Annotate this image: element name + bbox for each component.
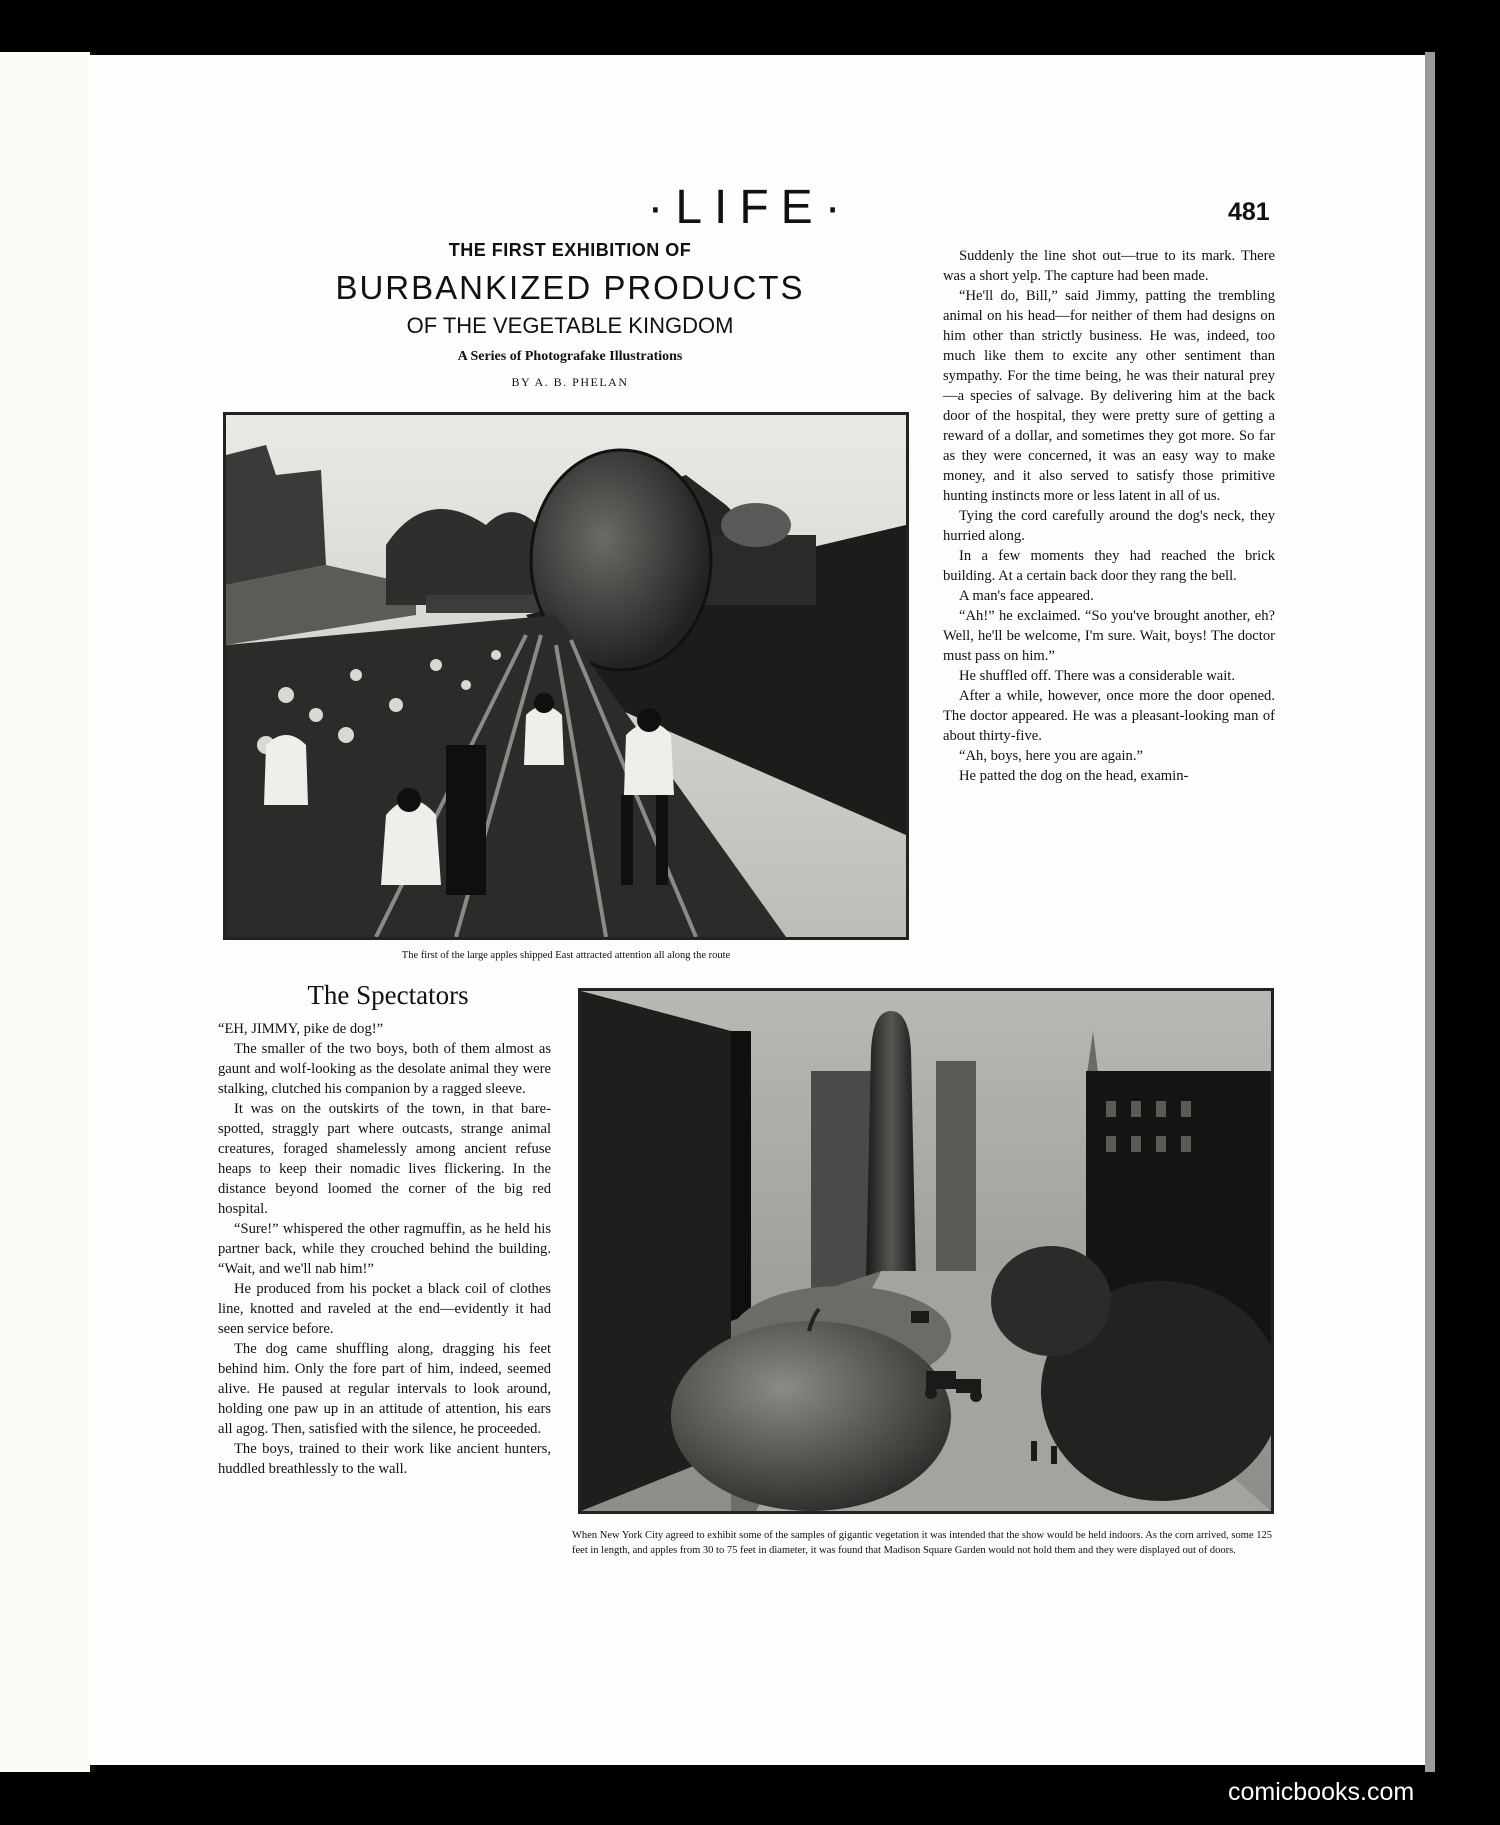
masthead: ·LIFE·	[647, 181, 853, 234]
article-subtitle: OF THE VEGETABLE KINGDOM	[406, 313, 734, 338]
train-crowd-photo	[223, 412, 909, 940]
left-page-edge	[0, 52, 95, 1772]
left-paragraph: It was on the outskirts of the town, in that bare-spotted, straggly part where outcasts, strange animal creatures, foraged shamelessly among ancient refuse heaps to keep their nomadic lives flickering. In the distance beyond loomed the corner of the big red hospital.	[218, 1101, 551, 1217]
train-crowd-illustration	[226, 415, 906, 937]
city-giant-vegetables-illustration	[581, 991, 1271, 1511]
article-pretitle: THE FIRST EXHIBITION OF	[448, 240, 692, 260]
right-paragraph: After a while, however, once more the door opened. The doctor appeared. He was a pleasant-looking man of about thirty-five.	[943, 688, 1275, 744]
article-heading	[310, 240, 830, 390]
city-street-photo	[578, 988, 1274, 1514]
photo1-caption: The first of the large apples shipped East attracted attention all along the route	[401, 950, 731, 961]
right-paragraph: He shuffled off. There was a considerable wait.	[959, 668, 1235, 684]
page-number: 481	[1228, 198, 1270, 226]
right-paragraph: “Ah, boys, here you are again.”	[959, 748, 1143, 764]
left-paragraph: “Sure!” whispered the other ragmuffin, as he held his partner back, while they crouched behind the building. “Wait, and we'll nab him!”	[218, 1221, 551, 1277]
right-paragraph: In a few moments they had reached the brick building. At a certain back door they rang the bell.	[943, 548, 1275, 584]
right-paragraph: Suddenly the line shot out—true to its mark. There was a short yelp. The capture had been made.	[943, 248, 1275, 284]
site-watermark: comicbooks.com	[1228, 1778, 1415, 1806]
story-heading: The Spectators	[307, 980, 469, 1010]
right-text-column	[943, 246, 1275, 786]
right-paragraph: “Ah!” he exclaimed. “So you've brought another, eh? Well, he'll be welcome, I'm sure. Wait, boys! The doctor must pass on him.”	[943, 608, 1275, 664]
left-paragraph: The dog came shuffling along, dragging his feet behind him. Only the fore part of him, indeed, seemed alive. He paused at regular intervals to look around, holding one paw up in an attitude of attention, his ears all agog. Then, satisfied with the silence, he proceeded.	[218, 1341, 551, 1437]
right-paragraph: Tying the cord carefully around the dog's neck, they hurried along.	[943, 508, 1275, 544]
article-series: A Series of Photografake Illustrations	[457, 349, 683, 364]
left-paragraph: The smaller of the two boys, both of them almost as gaunt and wolf-looking as the desolate animal they were stalking, clutched his companion by a ragged sleeve.	[218, 1041, 551, 1097]
article-byline: BY A. B. PHELAN	[511, 375, 629, 389]
left-paragraph: The boys, trained to their work like ancient hunters, huddled breathlessly to the wall.	[218, 1441, 551, 1477]
photo2-caption: When New York City agreed to exhibit some of the samples of gigantic vegetation it was intended that the show would be held indoors. As the corn arrived, some 125 feet in length, and apples from 30 to 75 feet in diameter, it was found that Madison Square Garden would not hold them and they were displayed out of doors.	[572, 1530, 1272, 1556]
article-title: BURBANKIZED PRODUCTS	[335, 269, 805, 306]
right-page-edge	[1425, 52, 1435, 1772]
story-opening-line	[218, 1019, 551, 1039]
right-paragraph: A man's face appeared.	[959, 588, 1094, 604]
left-paragraph: He produced from his pocket a black coil of clothes line, knotted and raveled at the end—evidently it had seen service before.	[218, 1281, 551, 1337]
right-paragraph: “He'll do, Bill,” said Jimmy, patting the trembling animal on his head—for neither of them had designs on him other than strictly business. He was, indeed, too much like them to excite any other sentiment than sympathy. For the time being, he was their natural prey—a species of salvage. By delivering him at the back door of the hospital, they were pretty sure of getting a reward of a dollar, and sometimes they got more. So far as they were concerned, it was an easy way to make money, and it also served to satisfy those primitive hunting instincts more or less latent in all of us.	[943, 288, 1275, 504]
story-first-line: “EH, JIMMY, pike de dog!”	[218, 1021, 384, 1037]
left-text-column	[218, 1019, 551, 1479]
right-paragraph: He patted the dog on the head, examin-	[959, 768, 1189, 784]
